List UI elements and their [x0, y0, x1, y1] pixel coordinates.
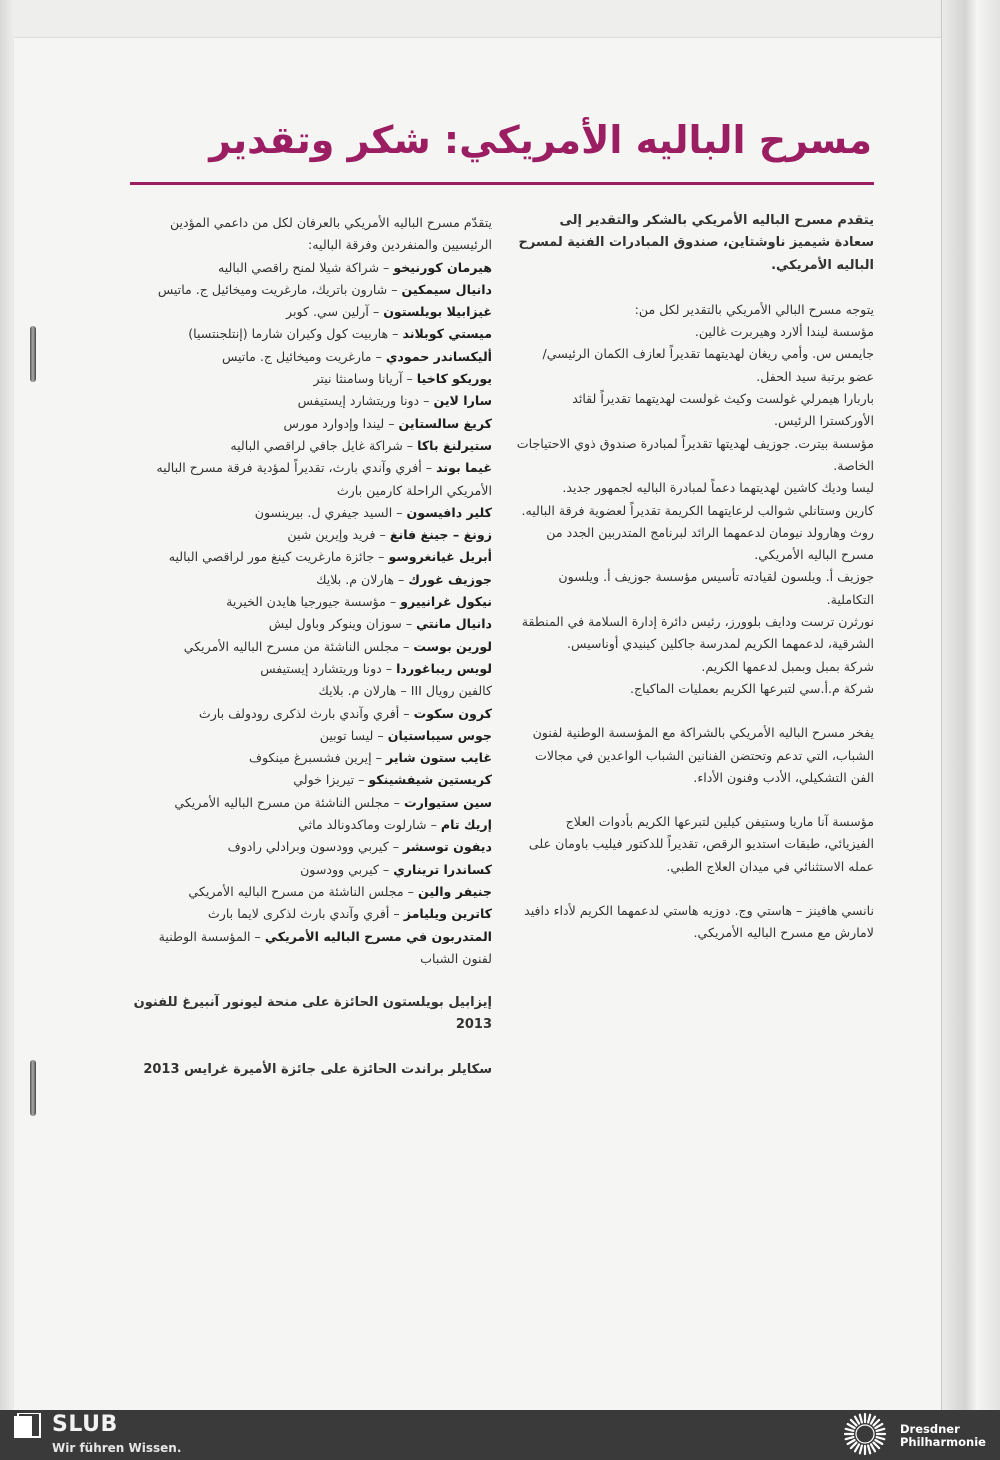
- logo-ray: [855, 1444, 859, 1451]
- dancer-name: المتدربون في مسرح الباليه الأمريكي: [264, 928, 492, 944]
- sponsor-text: – دونا وريتشارد إيستيفس: [260, 660, 393, 676]
- award-paragraph: سكايلر براندت الحائزة على جائزة الأميرة غرايس 2013: [143, 1061, 492, 1077]
- sponsor-text: كالفين رويال III – هارلان م. بلايك: [318, 683, 492, 699]
- sponsor-text: – مجلس الناشئة من مسرح الباليه الأمريكي: [174, 794, 400, 810]
- logo-ray: [848, 1440, 855, 1444]
- logo-ray: [873, 1442, 879, 1448]
- left-column: [130, 212, 492, 1081]
- sponsor-text: – تيريزا خولي: [293, 772, 365, 788]
- dancer-name: كاترين ويليامز: [403, 906, 492, 922]
- supporter-entry: [130, 903, 492, 925]
- staple-top: [30, 326, 36, 382]
- philharmonie-name-line: Dresdner: [900, 1422, 960, 1436]
- logo-ray: [855, 1417, 859, 1424]
- dancer-name: لويس ريباغوردا: [396, 660, 492, 676]
- supporter-entry: [130, 279, 492, 301]
- spacer: [516, 277, 874, 299]
- supporter-entry: [130, 703, 492, 725]
- dancer-name: سارا لاين: [433, 393, 492, 409]
- dancer-name: يوريكو كاخيا: [416, 371, 492, 387]
- slub-wordmark: SLUB: [52, 1412, 118, 1437]
- staple-bottom: [30, 1060, 36, 1116]
- sponsor-text: – أفري وآندي بارث لذكرى رودولف بارث: [198, 705, 410, 721]
- supporter-entry: [130, 769, 492, 791]
- supporter-entry: [130, 658, 492, 680]
- supporter-entry: [130, 881, 492, 903]
- supporter-entry: [130, 836, 492, 858]
- thanks-item: مؤسسة بيترت. جوزيف لهديتها تقديراً لمبادرة صندوق ذوي الاحتياجات الخاصة.: [516, 435, 874, 473]
- sponsor-text: – شراكة غايل جافي لراقصي الباليه: [230, 437, 414, 453]
- dancer-name: ستيرلنغ باكا: [417, 437, 492, 453]
- dancer-name: كلير دافيسون: [406, 504, 492, 520]
- dancer-name: أليكساندر حمودي: [385, 348, 492, 364]
- logo-ray: [871, 1417, 875, 1424]
- partnership-paragraph: يفخر مسرح الباليه الأمريكي بالشراكة مع المؤسسة الوطنية لفنون الشباب، التي تدعم وتحتضن الفنانين الشباب الواعدين في مجالات الفن التشكيلي، الأدب وفنون الأداء.: [532, 725, 874, 785]
- thanks-item: نورثرن ترست ودايف بلوورز، رئيس دائرة إدارة السلامة في المنطقة الشرقية، لدعمهما الكريم لمدرسة جاكلين كينيدي أوناسيس.: [521, 614, 874, 652]
- sponsor-text: – كيربي وودسون وبرادلي رادوف: [227, 839, 400, 855]
- supporter-entry: [130, 569, 492, 591]
- philharmonie-name-line: Philharmonie: [900, 1435, 986, 1449]
- thanks-item: كارين وستانلي شوالب لرعايتهما الكريمة تقديراً لعضوية فرقة الباليه.: [521, 502, 874, 518]
- logo-ray: [875, 1424, 882, 1428]
- logo-ray: [860, 1415, 862, 1423]
- supporter-entry: [130, 257, 492, 279]
- sponsor-text: – سوزان وينوكر وباول ليش: [268, 616, 413, 632]
- award-paragraph: إيزابيل بويلستون الحائزة على منحة ليونور آنبيرغ للفنون 2013: [133, 995, 492, 1033]
- logo-ray: [877, 1437, 885, 1439]
- logo-ray: [846, 1429, 854, 1431]
- dancer-name: سين ستيوارت: [403, 794, 492, 810]
- thanks-item: شركة م.أ.سي لتبرعها الكريم بعمليات الماكياج.: [629, 680, 874, 696]
- sponsor-text: – أفري وآندي بارث، تقديراً لمؤدية فرقة مسرح الباليه الأمريكي الراحلة كارمين بارث: [156, 460, 492, 498]
- dancer-name: جوس سيباستيان: [387, 727, 492, 743]
- spacer: [516, 700, 874, 722]
- title-rule: [130, 182, 874, 185]
- dancer-name: كرون سكوت: [413, 705, 492, 721]
- sponsor-text: – هاربيت كول وكيران شارما (إنتلجنتسيا): [188, 326, 399, 342]
- dancer-name: أبريل غيانغروسو: [388, 549, 492, 565]
- thanks-item: مؤسسة ليندا ألارد وهيربرت غالين.: [694, 324, 874, 340]
- dancer-name: جوزيف غورك: [408, 571, 492, 587]
- thanks-item: روث وهارولد نيومان لدعمهما الرائد لبرنامج المتدربين الجدد من مسرح الباليه الأمريكي.: [546, 524, 874, 563]
- supporter-entry: [130, 591, 492, 613]
- spacer: [516, 789, 874, 811]
- thanks-item: شركة بمبل وبمبل لدعمها الكريم.: [701, 658, 874, 674]
- logo-ray: [848, 1424, 855, 1428]
- thanks-item: جوزيف أ. ويلسون لقيادته تأسيس مؤسسة جوزيف أ. ويلسون التكاملية.: [558, 569, 874, 607]
- sponsor-text: – مجلس الناشئة من مسرح الباليه الأمريكي: [188, 883, 414, 899]
- logo-ray: [868, 1446, 870, 1454]
- supporter-entry: [130, 368, 492, 390]
- spacer: [130, 970, 492, 992]
- support-paragraph: نانسي هافينز – هاستي وج. دوزيه هاستي لدعمهما الكريم لأداء دافيد لامارش مع مسرح الباليه الأمريكي.: [524, 903, 874, 941]
- dancer-name: زونغ – جينغ فانغ: [389, 527, 492, 543]
- logo-ray: [873, 1420, 879, 1426]
- spacer: [130, 1037, 492, 1059]
- right-page-edge: [941, 0, 1000, 1410]
- sponsor-text: – مجلس الناشئة من مسرح الباليه الأمريكي: [183, 638, 410, 654]
- thanks-item: ليسا وديك كاشين لهديتهما دعماً لمبادرة الباليه لجمهور جديد.: [562, 480, 874, 496]
- supporter-entry: [130, 636, 492, 658]
- supporter-entry: [130, 301, 492, 323]
- dancer-name: كريغ سالستاين: [398, 415, 492, 431]
- dancer-name: ميستي كوبلاند: [402, 326, 492, 342]
- sponsor-text: – كيربي وودسون: [300, 861, 390, 877]
- sponsor-text: – شراكة شيلا لمنح راقصي الباليه: [217, 259, 390, 275]
- page-title: مسرح الباليه الأمريكي: شكر وتقدير: [209, 118, 872, 162]
- sponsor-text: – جائزة مارغريت كينغ مور لراقصي الباليه: [168, 549, 385, 565]
- dancer-name: هيرمان كورنيخو: [393, 259, 492, 275]
- spacer: [516, 878, 874, 900]
- logo-ray: [851, 1442, 857, 1448]
- thanks-item: باربارا هيمرلي غولست وكيث غولست لهديتهما تقديراً لقائد الأوركسترا الرئيس.: [572, 391, 874, 429]
- supporter-entry: [130, 814, 492, 836]
- supporter-entry: [130, 502, 492, 524]
- philharmonie-logo-icon: [843, 1412, 887, 1456]
- supporter-entry: [130, 792, 492, 814]
- logo-ray: [851, 1420, 857, 1426]
- philharmonie-wordmark: [900, 1423, 986, 1449]
- slub-logo-icon: [12, 1413, 42, 1441]
- sponsor-text: – إيرين فشسبرغ مينكوف: [249, 750, 382, 766]
- sponsor-text: – شارون باتريك، مارغريت وميخائيل ج. ماتيس: [157, 281, 398, 297]
- supporter-entry: [130, 680, 492, 702]
- donation-paragraph: مؤسسة آنا ماريا وستيفن كيلين لتبرعها الكريم بأدوات العلاج الفيزيائي، طبقات استديو الرقص، تقديراً للدكتور فيليب باومان على عمله الاستثنائي في ميدان العلاج الطبي.: [528, 814, 874, 874]
- dancer-name: لورين بوست: [413, 638, 492, 654]
- supporter-entry: [130, 613, 492, 635]
- sponsor-text: – مؤسسة جيورجيا هايدن الخيرية: [226, 594, 397, 610]
- logo-ray: [877, 1429, 885, 1431]
- left-intro: يتقدّم مسرح الباليه الأمريكي بالعرفان لكل من داعمي المؤدين الرئيسيين والمنفردين وفرقة الباليه:: [169, 215, 492, 253]
- supporter-entry: [130, 323, 492, 345]
- right-intro: يتقدم مسرح الباليه الأمريكي بالشكر والتقدير إلى سعادة شيميز ناوشتاين، صندوق المبادرات الفنية لمسرح الباليه الأمريكي.: [518, 213, 874, 273]
- sponsor-text: – أفري وآندي بارث لذكرى لايما بارث: [207, 906, 400, 922]
- logo-ray: [846, 1437, 854, 1439]
- supporter-entry: [130, 435, 492, 457]
- thanks-intro: يتوجه مسرح البالي الأمريكي بالتقدير لكل من:: [634, 301, 874, 317]
- supporter-entry: [130, 859, 492, 881]
- logo-ray: [868, 1415, 870, 1423]
- supporter-entry: [130, 926, 492, 971]
- dancer-name: نيكول غرانييرو: [400, 594, 492, 610]
- thanks-list: [516, 321, 874, 700]
- dancer-name: كساندرا تريناري: [393, 861, 492, 877]
- sponsor-text: – ليسا توبين: [319, 727, 384, 743]
- sponsor-text: – مارغريت وميخائيل ج. ماتيس: [221, 348, 382, 364]
- supporter-entry: [130, 747, 492, 769]
- left-page-edge: [0, 0, 14, 1410]
- supporter-entry: [130, 524, 492, 546]
- sponsor-text: – فريد وإيرين شين: [287, 527, 386, 543]
- supporter-entry: [130, 546, 492, 568]
- supporter-entry: [130, 457, 492, 502]
- logo-ray: [860, 1446, 862, 1454]
- thanks-item: جايمس س. وأمي ريغان لهديتهما تقديراً لعازف الكمان الرئيسي/ عضو برتبة سيد الحفل.: [542, 346, 874, 384]
- sponsor-text: – آريانا وسامنثا نيتر: [313, 371, 413, 387]
- slub-tagline: Wir führen Wissen.: [52, 1441, 182, 1455]
- dancer-name: إريك تام: [440, 817, 492, 833]
- sponsor-text: – دونا وريتشارد إيستيفس: [297, 393, 430, 409]
- right-column: [516, 210, 874, 945]
- dancer-name: ديفون توسشر: [403, 839, 492, 855]
- dancer-name: غايب ستون شاير: [385, 750, 492, 766]
- sponsor-text: – شارلوت وماكدونالد ماثي: [298, 817, 437, 833]
- dancer-name: جنيفر والين: [418, 883, 492, 899]
- supporter-entry: [130, 725, 492, 747]
- logo-ray: [871, 1444, 875, 1451]
- sponsor-text: – هارلان م. بلايك: [316, 571, 405, 587]
- sponsor-text: – السيد جيفري ل. بيرينسون: [254, 504, 403, 520]
- dancer-name: غيما بوند: [436, 460, 492, 476]
- dancer-name: دانيال سيمكين: [401, 281, 492, 297]
- sponsor-text: – ليندا وإدوارد مورس: [283, 415, 395, 431]
- supporter-entry: [130, 346, 492, 368]
- sponsor-text: – آرلين سي. كوبر: [286, 304, 380, 320]
- dancer-name: غيزابيلا بويلستون: [383, 304, 492, 320]
- dancer-name: دانيال مانتي: [416, 616, 492, 632]
- sponsor-text: – المؤسسة الوطنية لفنون الشباب: [158, 928, 492, 966]
- logo-ray: [875, 1440, 882, 1444]
- supporter-entry: [130, 413, 492, 435]
- supporter-list: [130, 257, 492, 971]
- dancer-name: كريستين شيفشينكو: [368, 772, 492, 788]
- supporter-entry: [130, 390, 492, 412]
